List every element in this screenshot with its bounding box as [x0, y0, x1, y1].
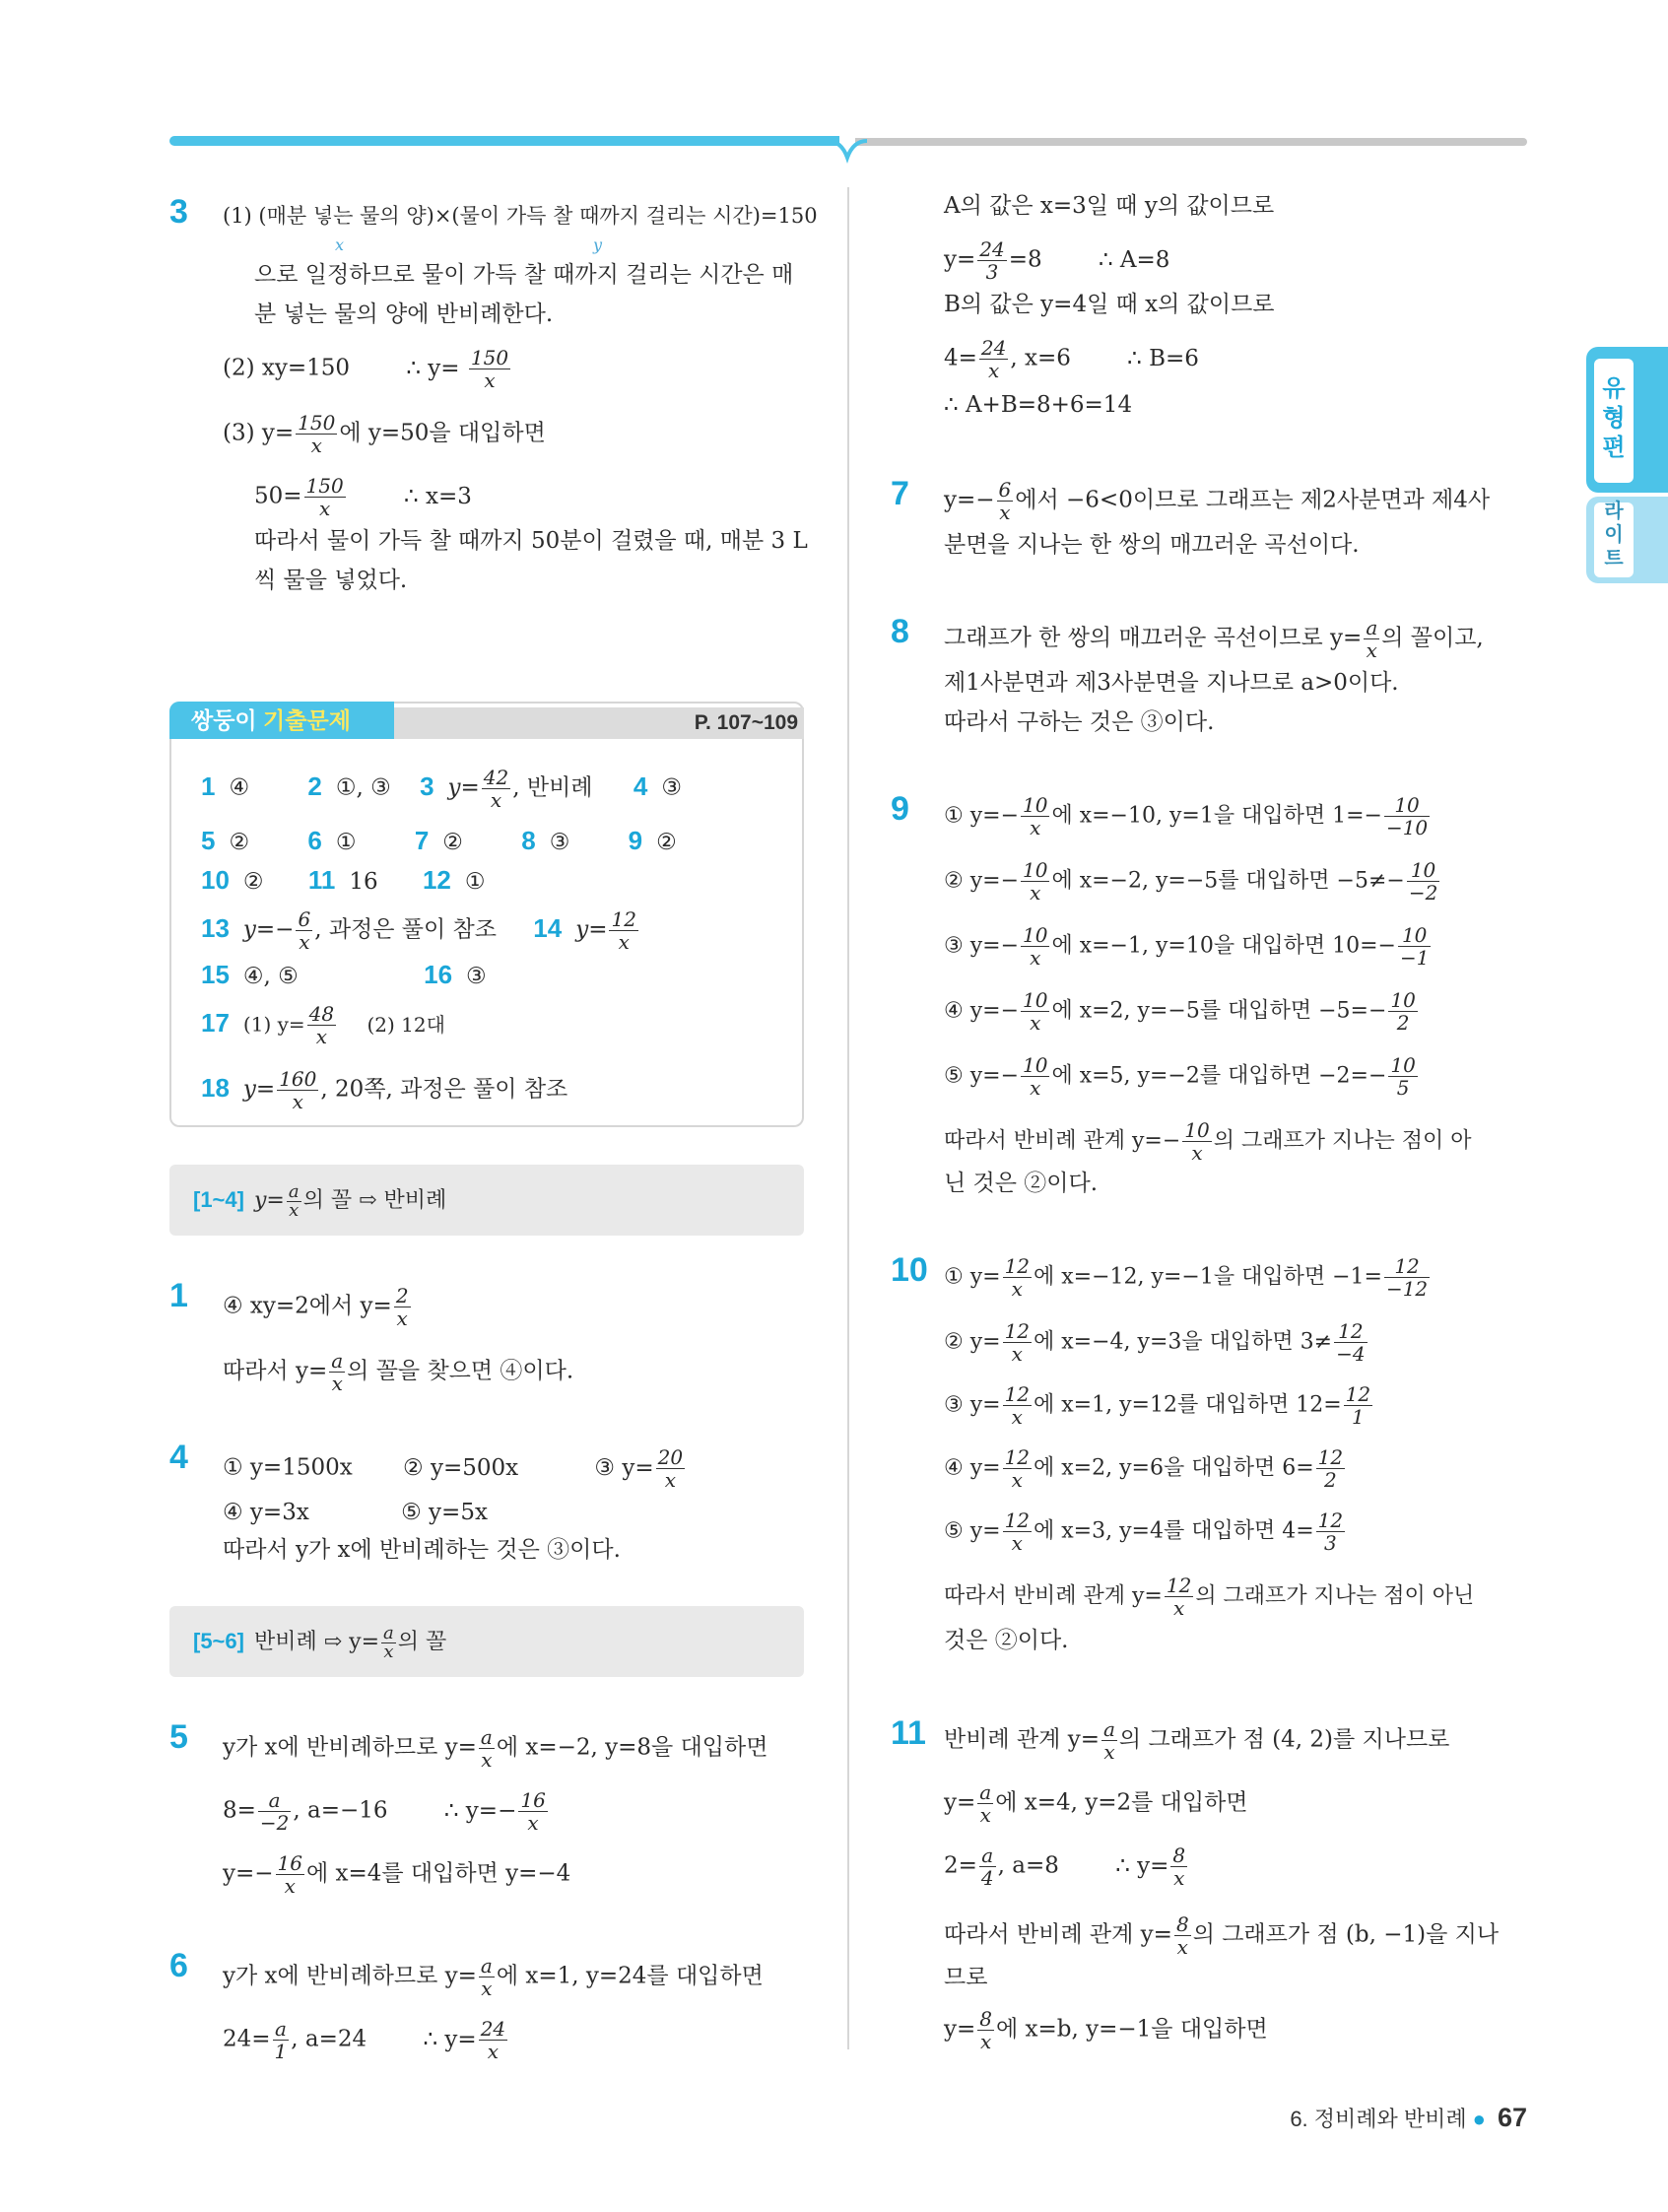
fraction: $\frac{12}{x}$ [1004, 1445, 1031, 1492]
top-line3: B의 값은 y=4일 때 x의 값이므로 [944, 292, 1275, 317]
answer-box-tab: 쌍둥이 기출문제 [169, 702, 394, 739]
q10-row: ① y= $\frac{12}{x}$ 에 x=−12, y=−1을 대입하면 −1= $\frac{12}{-12}$ [944, 1254, 1429, 1301]
fraction: $\frac{12}{-12}$ [1385, 1254, 1429, 1301]
answer-row: 5 ② 6 ① 7 ② 8 ③ 9 ② [201, 826, 677, 855]
q11-line3: 2= $\frac{a}{4}$ , a=8 ∴ y= $\frac{8}{x}$ [944, 1843, 1186, 1890]
q3-line2: 으로 일정하므로 물이 가득 찰 때까지 걸리는 시간은 매 [254, 262, 794, 288]
fraction: $\frac{a}{x}$ [480, 1954, 493, 2000]
q10-row: ⑤ y= $\frac{12}{x}$ 에 x=3, y=4를 대입하면 4= $\frac{12}{3}$ [944, 1508, 1344, 1555]
fraction: $\frac{16}{x}$ [520, 1788, 546, 1835]
header-notch [828, 136, 867, 166]
fraction: $\frac{a}{x}$ [1102, 1717, 1115, 1764]
bullet-icon: ● [1472, 2107, 1486, 2131]
fraction: $\frac{24}{x}$ [480, 2017, 506, 2063]
q3-under-x: x [335, 235, 345, 254]
header-bar-left [169, 136, 839, 146]
column-divider [847, 187, 849, 2049]
fraction: $\frac{10}{x}$ [1023, 858, 1048, 905]
fraction: $\frac{a}{4}$ [980, 1843, 994, 1890]
side-tab-char: 편 [1602, 435, 1626, 461]
q1-line1: ④ xy=2에서 y= $\frac{2}{x}$ [223, 1284, 409, 1330]
q1-line2: 따라서 y= $\frac{a}{x}$ 의 꼴을 찾으면 ④이다. [223, 1349, 574, 1395]
q9-conclusion-2: 닌 것은 ②이다. [944, 1171, 1099, 1196]
question-number: 8 [891, 613, 909, 650]
q4-line1: ① y=1500x ② y=500x ③ y= $\frac{20}{x}$ [223, 1445, 684, 1492]
fraction: $\frac{10}{x}$ [1023, 793, 1048, 839]
q9-row: ② y=− $\frac{10}{x}$ 에 x=−2, y=−5를 대입하면 −5≠− $\frac{10}{-2}$ [944, 858, 1438, 905]
q6-line2: 24= $\frac{a}{1}$ , a=24 ∴ y= $\frac{24}{x}$ [223, 2017, 506, 2063]
q5-line2: 8= $\frac{a}{-2}$ , a=−16 ∴ y=− $\frac{16}{x}$ [223, 1788, 546, 1835]
top-line4: 4= $\frac{24}{x}$ , x=6 ∴ B=6 [944, 336, 1199, 382]
header-bar-right [855, 138, 1527, 146]
q3-under-y: y [593, 235, 603, 254]
fraction: $\frac{24}{x}$ [980, 336, 1007, 382]
fraction: $\frac{8}{x}$ [1172, 1843, 1186, 1890]
side-tab-char: 라 [1604, 501, 1624, 522]
fraction: $\frac{a}{x}$ [383, 1622, 394, 1662]
fraction: $\frac{16}{x}$ [277, 1851, 302, 1898]
fraction: $\frac{12}{3}$ [1317, 1508, 1344, 1555]
fraction: $\frac{12}{1}$ [1345, 1382, 1371, 1429]
fraction: $\frac{10}{-2}$ [1408, 858, 1438, 905]
q11-line5: 므로 [944, 1965, 988, 1990]
side-tab-char: 트 [1604, 548, 1624, 570]
q3-line4: (2) xy=150 ∴ y= $\frac{150}{x}$ [223, 346, 509, 392]
type-bar: [5~6] 반비례 ⇨ y= $\frac{a}{x}$ 의 꼴 [169, 1606, 804, 1677]
side-tab-char: 이 [1604, 524, 1624, 546]
q3-line8: 씩 물을 넣었다. [254, 568, 408, 593]
fraction: $\frac{12}{2}$ [1317, 1445, 1344, 1492]
fraction: $\frac{150}{x}$ [298, 411, 336, 457]
fraction: $\frac{a}{x}$ [480, 1725, 493, 1772]
q11-line4: 따라서 반비례 관계 y= $\frac{8}{x}$ 의 그래프가 점 (b, −1)을 지나 [944, 1912, 1500, 1959]
q10-row: ③ y= $\frac{12}{x}$ 에 x=1, y=12를 대입하면 12= $\frac{12}{1}$ [944, 1382, 1371, 1429]
answer-row: 13 y=− $\frac{6}{x}$ , 과정은 풀이 참조 14 y= $\frac{12}{x}$ [201, 907, 636, 954]
q9-conclusion: 따라서 반비례 관계 y=− $\frac{10}{x}$ 의 그래프가 지나는 점이 아 [944, 1118, 1472, 1165]
fraction: $\frac{a}{-2}$ [259, 1788, 290, 1835]
q9-row: ④ y=− $\frac{10}{x}$ 에 x=2, y=−5를 대입하면 −5=− $\frac{10}{2}$ [944, 988, 1416, 1035]
q3-line5: (3) y= $\frac{150}{x}$ 에 y=50을 대입하면 [223, 411, 546, 457]
fraction: $\frac{150}{x}$ [470, 346, 509, 392]
fraction: $\frac{20}{x}$ [657, 1445, 684, 1492]
q10-row: ② y= $\frac{12}{x}$ 에 x=−4, y=3을 대입하면 3≠ $\frac{12}{-4}$ [944, 1319, 1366, 1366]
question-number: 9 [891, 790, 909, 828]
answer-row: 15 ④, ⑤ 16 ③ [201, 960, 487, 989]
q9-row: ⑤ y=− $\frac{10}{x}$ 에 x=5, y=−2를 대입하면 −2=− $\frac{10}{5}$ [944, 1053, 1416, 1100]
q3-line6: 50= $\frac{150}{x}$ ∴ x=3 [254, 474, 472, 520]
page-number: 67 [1497, 2103, 1527, 2132]
q4-line2: ④ y=3x ⑤ y=5x [223, 1500, 488, 1525]
question-number: 1 [169, 1277, 188, 1314]
fraction: $\frac{10}{x}$ [1023, 923, 1048, 970]
q11-line1: 반비례 관계 y= $\frac{a}{x}$ 의 그래프가 점 (4, 2)를 지나므로 [944, 1717, 1450, 1764]
q3-line3: 분 넣는 물의 양에 반비례한다. [254, 302, 554, 327]
type-bar: [1~4] y= $\frac{a}{x}$ 의 꼴 ⇨ 반비례 [169, 1165, 804, 1236]
q8-line2: 제1사분면과 제3사분면을 지나므로 a>0이다. [944, 670, 1399, 696]
fraction: $\frac{10}{2}$ [1390, 988, 1416, 1035]
question-number: 10 [891, 1251, 928, 1289]
question-number: 4 [169, 1439, 188, 1476]
top-line5: ∴ A+B=8+6=14 [944, 392, 1133, 418]
q10-conclusion: 따라서 반비례 관계 y= $\frac{12}{x}$ 의 그래프가 지나는 점이 아닌 [944, 1574, 1475, 1620]
fraction: $\frac{8}{x}$ [1175, 1912, 1189, 1959]
answer-row: 1 ④ 2 ①, ③ 3 y= $\frac{42}{x}$ , 반비례 4 ③ [201, 766, 682, 812]
fraction: $\frac{a}{x}$ [979, 1780, 992, 1827]
q9-row: ③ y=− $\frac{10}{x}$ 에 x=−1, y=10을 대입하면 10=− $\frac{10}{-1}$ [944, 923, 1430, 970]
fraction: $\frac{6}{x}$ [998, 478, 1012, 524]
fraction: $\frac{150}{x}$ [305, 474, 344, 520]
fraction: $\frac{6}{x}$ [298, 907, 311, 954]
q10-row: ④ y= $\frac{12}{x}$ 에 x=2, y=6을 대입하면 6= $\frac{12}{2}$ [944, 1445, 1344, 1492]
top-line1: A의 값은 x=3일 때 y의 값이므로 [944, 193, 1275, 219]
q5-line3: y=− $\frac{16}{x}$ 에 x=4를 대입하면 y=−4 [223, 1851, 571, 1898]
fraction: $\frac{12}{x}$ [1004, 1319, 1031, 1366]
fraction: $\frac{12}{x}$ [611, 907, 636, 954]
fraction: $\frac{2}{x}$ [395, 1284, 409, 1330]
fraction: $\frac{12}{x}$ [1004, 1254, 1031, 1301]
q8-line3: 따라서 구하는 것은 ③이다. [944, 709, 1215, 735]
question-number: 5 [169, 1718, 188, 1756]
q3-line7: 따라서 물이 가득 찰 때까지 50분이 걸렸을 때, 매분 3 L [254, 528, 808, 554]
fraction: $\frac{a}{x}$ [331, 1349, 344, 1395]
fraction: $\frac{8}{x}$ [979, 2007, 992, 2053]
fraction: $\frac{10}{-1}$ [1399, 923, 1430, 970]
question-number: 6 [169, 1947, 188, 1984]
fraction: $\frac{12}{-4}$ [1336, 1319, 1366, 1366]
question-number: 11 [891, 1714, 926, 1752]
chapter-title: 6. 정비례와 반비례 [1290, 2107, 1467, 2131]
side-tab-char: 형 [1602, 405, 1626, 432]
fraction: $\frac{48}{x}$ [308, 1002, 335, 1048]
q11-line2: y= $\frac{a}{x}$ 에 x=4, y=2를 대입하면 [944, 1780, 1248, 1827]
fraction: $\frac{a}{x}$ [288, 1180, 300, 1221]
fraction: $\frac{160}{x}$ [279, 1067, 317, 1113]
q9-row: ① y=− $\frac{10}{x}$ 에 x=−10, y=1을 대입하면 1=− $\frac{10}{-10}$ [944, 793, 1429, 839]
fraction: $\frac{12}{x}$ [1166, 1574, 1192, 1620]
fraction: $\frac{12}{x}$ [1004, 1508, 1031, 1555]
fraction: $\frac{10}{5}$ [1390, 1053, 1416, 1100]
q6-line1: y가 x에 반비례하므로 y= $\frac{a}{x}$ 에 x=1, y=24를 대입하면 [223, 1954, 764, 2000]
q11-line6: y= $\frac{8}{x}$ 에 x=b, y=−1을 대입하면 [944, 2007, 1268, 2053]
question-number: 3 [169, 193, 188, 231]
q4-line3: 따라서 y가 x에 반비례하는 것은 ③이다. [223, 1537, 621, 1563]
fraction: $\frac{10}{x}$ [1023, 988, 1048, 1035]
side-tab-char: 유 [1602, 375, 1626, 402]
q7-line1: y=− $\frac{6}{x}$ 에서 −6<0이므로 그래프는 제2사분면과 제4사 [944, 478, 1491, 524]
fraction: $\frac{10}{x}$ [1023, 1053, 1048, 1100]
q7-line2: 분면을 지나는 한 쌍의 매끄러운 곡선이다. [944, 532, 1360, 558]
answer-row: 18 y= $\frac{160}{x}$ , 20쪽, 과정은 풀이 참조 [201, 1067, 568, 1113]
q10-conclusion-2: 것은 ②이다. [944, 1628, 1069, 1653]
fraction: $\frac{10}{x}$ [1184, 1118, 1210, 1165]
answer-box-page-range: P. 107~109 [694, 711, 798, 734]
q8-line1: 그래프가 한 쌍의 매끄러운 곡선이므로 y= $\frac{a}{x}$ 의 꼴이고, [944, 616, 1484, 662]
answer-row: 10 ② 11 16 12 ① [201, 865, 486, 895]
question-number: 7 [891, 475, 909, 512]
fraction: $\frac{a}{1}$ [274, 2017, 288, 2063]
q5-line1: y가 x에 반비례하므로 y= $\frac{a}{x}$ 에 x=−2, y=8을 대입하면 [223, 1725, 768, 1772]
answer-row: 17 (1) y= $\frac{48}{x}$ (2) 12대 [201, 1002, 445, 1048]
fraction: $\frac{42}{x}$ [483, 766, 509, 812]
fraction: $\frac{24}{3}$ [979, 237, 1005, 284]
fraction: $\frac{a}{x}$ [1366, 616, 1378, 662]
q3-line1: (1) (매분 넣는 물의 양)×(물이 가득 찰 때까지 걸리는 시간)=150 [223, 204, 818, 228]
page-footer [1281, 2103, 1527, 2133]
fraction: $\frac{12}{x}$ [1004, 1382, 1031, 1429]
fraction: $\frac{10}{-10}$ [1385, 793, 1429, 839]
top-line2: y= $\frac{24}{3}$ =8 ∴ A=8 [944, 237, 1170, 284]
